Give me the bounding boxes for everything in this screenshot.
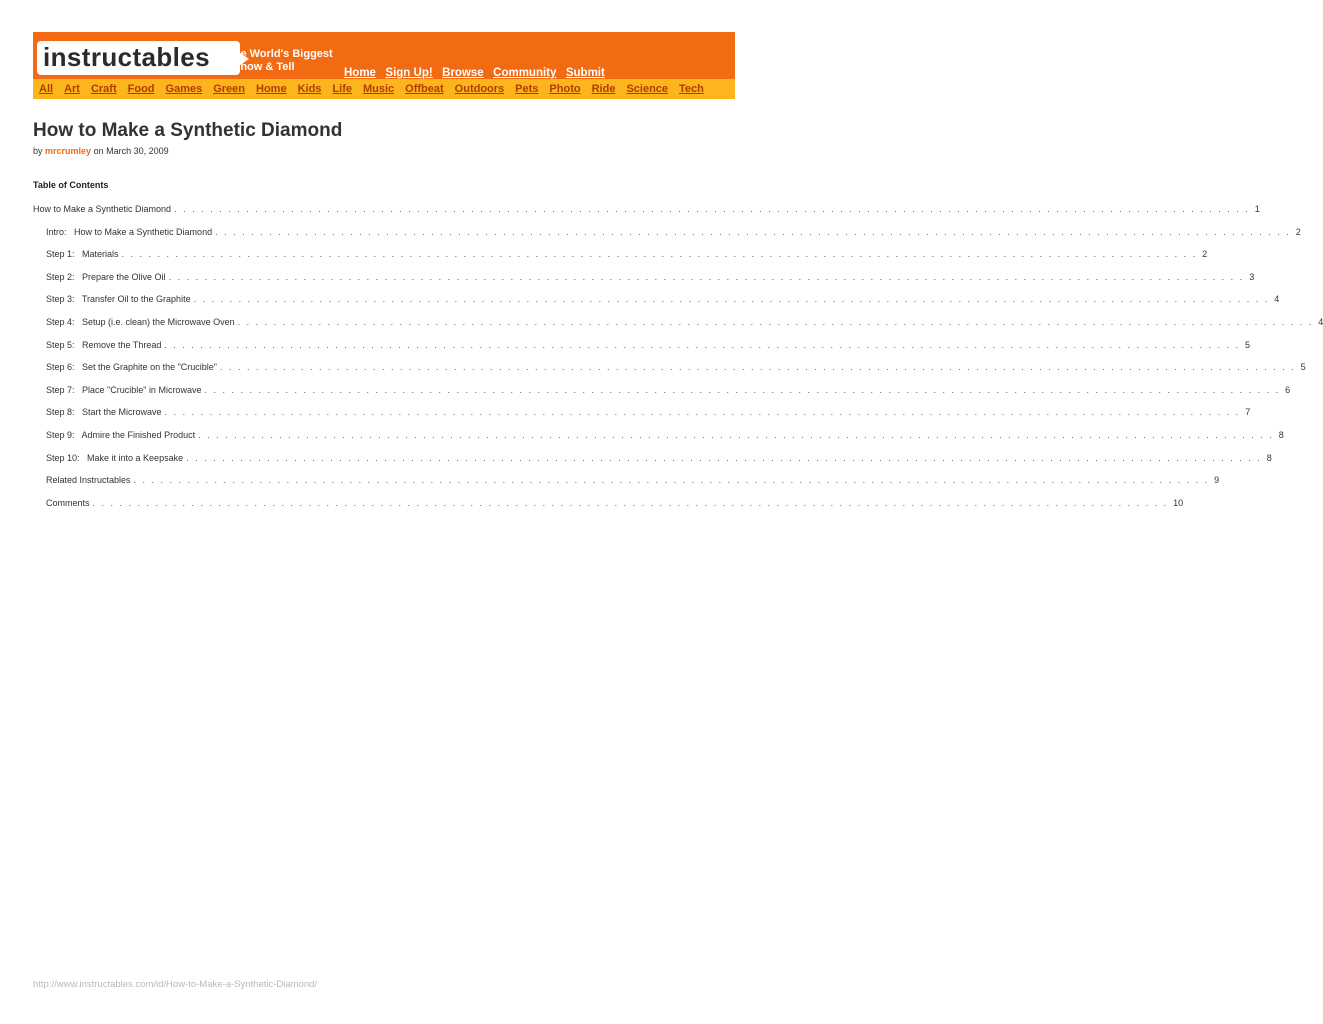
toc-leader-dots: . . . . . . . . . . . . . . . . . . . . . . . . . . . . . . . . . . . . . . . . . . . . . . . . . . . . . . . . . . . . . . . . . . . . . . . . . . . . . . . . . . . . . . . . . . . . . . . . . . . . . . . . . . . . . . . . . . . . . . . . (92, 497, 1169, 508)
instructables-logo[interactable] (37, 41, 240, 75)
toc-leader-dots: . . . . . . . . . . . . . . . . . . . . . . . . . . . . . . . . . . . . . . . . . . . . . . . . . . . . . . . . . . . . . . . . . . . . . . . . . . . . . . . . . . . . . . . . . . . . . . . . . . . . . . . . . . . . . . . . . . . . . . . . (198, 429, 1274, 440)
toc-entry-label: Step 9: Admire the Finished Product (46, 429, 196, 440)
category-link-pets[interactable]: Pets (515, 83, 539, 95)
toc-entry-label: How to Make a Synthetic Diamond (33, 204, 172, 214)
byline-by: by (33, 146, 43, 156)
category-link-art[interactable]: Art (64, 83, 80, 95)
toc-entry[interactable] (33, 407, 1251, 430)
toc-entry-label: Step 3: Transfer Oil to the Graphite (46, 294, 191, 305)
category-link-offbeat[interactable]: Offbeat (405, 83, 444, 95)
category-link-craft[interactable]: Craft (90, 83, 117, 95)
category-link-ride[interactable]: Ride (591, 83, 616, 95)
toc-leader-dots: . . . . . . . . . . . . . . . . . . . . . . . . . . . . . . . . . . . . . . . . . . . . . . . . . . . . . . . . . . . . . . . . . . . . . . . . . . . . . . . . . . . . . . . . . . . . . . . . . . . . . . . . . . . . . . . . . . . . . . . . (215, 226, 1291, 237)
toc-entry[interactable] (33, 249, 1208, 272)
toc-entry-page: 8 (1278, 429, 1284, 440)
toc-entry-page: 2 (1202, 249, 1208, 260)
toc-leader-dots: . . . . . . . . . . . . . . . . . . . . . . . . . . . . . . . . . . . . . . . . . . . . . . . . . . . . . . . . . . . . . . . . . . . . . . . . . . . . . . . . . . . . . . . . . . . . . . . . . . . . . . . . . . . . . . . . . . . . . . . . (220, 362, 1296, 373)
toc-entry[interactable] (33, 362, 1306, 385)
category-link-green[interactable]: Green (213, 83, 246, 95)
toc-entry-label: Step 6: Set the Graphite on the "Crucible" (46, 362, 217, 373)
tagline-line-2: Show & Tell (233, 61, 295, 73)
tagline (227, 48, 333, 74)
toc-entry-page: 4 (1318, 316, 1323, 327)
toc-entry-page: 5 (1300, 362, 1306, 373)
toc-leader-dots: . . . . . . . . . . . . . . . . . . . . . . . . . . . . . . . . . . . . . . . . . . . . . . . . . . . . . . . . . . . . . . . . . . . . . . . . . . . . . . . . . . . . . . . . . . . . . . . . . . . . . . . . . . . . . . . . . . . . . . . . (121, 249, 1198, 260)
toc-entry[interactable] (33, 204, 1260, 227)
toc-entry-page: 7 (1245, 407, 1251, 418)
toc-entry-label: Step 7: Place "Crucible" in Microwave (46, 384, 202, 395)
nav-submit-link[interactable]: Submit (565, 67, 605, 79)
nav-home-link[interactable]: Home (344, 67, 376, 79)
toc-entry[interactable] (33, 384, 1291, 408)
toc-entry[interactable] (33, 475, 1220, 498)
byline (33, 146, 169, 156)
toc-entry-page: 8 (1266, 452, 1272, 463)
toc-heading: Table of Contents (33, 180, 109, 190)
toc-entry[interactable] (33, 226, 1301, 250)
category-link-science[interactable]: Science (626, 83, 669, 95)
byline-date: on March 30, 2009 (93, 146, 169, 156)
category-link-life[interactable]: Life (332, 83, 352, 95)
category-link-outdoors[interactable]: Outdoors (454, 83, 505, 95)
toc-leader-dots: . . . . . . . . . . . . . . . . . . . . . . . . . . . . . . . . . . . . . . . . . . . . . . . . . . . . . . . . . . . . . . . . . . . . . . . . . . . . . . . . . . . . . . . . . . . . . . . . . . . . . . . . . . . . . . . . . . . . . . . . (186, 452, 1262, 463)
toc-leader-dots: . . . . . . . . . . . . . . . . . . . . . . . . . . . . . . . . . . . . . . . . . . . . . . . . . . . . . . . . . . . . . . . . . . . . . . . . . . . . . . . . . . . . . . . . . . . . . . . . . . . . . . . . . . . . . . . . . . . . . . . . (237, 316, 1314, 327)
logo-text: instructables (43, 42, 211, 72)
toc-entry-label: Comments (46, 497, 90, 508)
toc-entry-page: 2 (1295, 226, 1301, 237)
toc-entry[interactable] (33, 316, 1323, 340)
toc-leader-dots: . . . . . . . . . . . . . . . . . . . . . . . . . . . . . . . . . . . . . . . . . . . . . . . . . . . . . . . . . . . . . . . . . . . . . . . . . . . . . . . . . . . . . . . . . . . . . . . . . . . . . . . . . . . . . . . . . . . . . . . . (164, 407, 1241, 418)
toc-entry[interactable] (33, 429, 1284, 453)
toc-entry-page: 9 (1214, 475, 1220, 486)
category-link-music[interactable]: Music (362, 83, 395, 95)
toc-entry-label: Step 1: Materials (46, 249, 119, 260)
toc-entry-page: 3 (1249, 271, 1255, 282)
category-link-photo[interactable]: Photo (549, 83, 581, 95)
category-link-home[interactable]: Home (256, 83, 287, 95)
toc-entry-page: 4 (1274, 294, 1280, 305)
toc-leader-dots: . . . . . . . . . . . . . . . . . . . . . . . . . . . . . . . . . . . . . . . . . . . . . . . . . . . . . . . . . . . . . . . . . . . . . . . . . . . . . . . . . . . . . . . . . . . . . . . . . . . . . . . . . . . . . . . . . . . . . . . . (174, 204, 1250, 214)
document-title: How to Make a Synthetic Diamond (33, 120, 343, 141)
toc-leader-dots: . . . . . . . . . . . . . . . . . . . . . . . . . . . . . . . . . . . . . . . . . . . . . . . . . . . . . . . . . . . . . . . . . . . . . . . . . . . . . . . . . . . . . . . . . . . . . . . . . . . . . . . . . . . . . . . . . . . . . . . . (168, 271, 1245, 282)
toc-entry-label: Intro: How to Make a Synthetic Diamond (46, 226, 213, 237)
toc-entry-label: Related Instructables (46, 475, 131, 486)
toc-entry-label: Step 5: Remove the Thread (46, 339, 162, 350)
toc-entry-page: 1 (1254, 204, 1260, 214)
toc-entry-label: Step 4: Setup (i.e. clean) the Microwave Oven (46, 316, 235, 327)
nav-browse-link[interactable]: Browse (442, 67, 484, 79)
author-link[interactable]: mrcrumley (45, 146, 92, 156)
tagline-line-1: The World's Biggest (227, 48, 333, 60)
toc-entry[interactable] (33, 271, 1255, 295)
category-link-tech[interactable]: Tech (679, 83, 704, 95)
toc-entry-page: 10 (1173, 497, 1184, 508)
toc-leader-dots: . . . . . . . . . . . . . . . . . . . . . . . . . . . . . . . . . . . . . . . . . . . . . . . . . . . . . . . . . . . . . . . . . . . . . . . . . . . . . . . . . . . . . . . . . . . . . . . . . . . . . . . . . . . . . . . . . . . . . . . . (164, 339, 1241, 350)
category-link-games[interactable]: Games (165, 83, 203, 95)
category-link-kids[interactable]: Kids (297, 83, 322, 95)
toc-entry[interactable] (33, 497, 1184, 521)
site-header (33, 32, 735, 99)
category-bar (33, 79, 735, 99)
toc-leader-dots: . . . . . . . . . . . . . . . . . . . . . . . . . . . . . . . . . . . . . . . . . . . . . . . . . . . . . . . . . . . . . . . . . . . . . . . . . . . . . . . . . . . . . . . . . . . . . . . . . . . . . . . . . . . . . . . . . . . . . . . . (204, 384, 1281, 395)
category-link-all[interactable]: All (39, 83, 54, 95)
toc-entry[interactable] (33, 452, 1272, 476)
category-link-food[interactable]: Food (127, 83, 155, 95)
toc-entry-label: Step 10: Make it into a Keepsake (46, 452, 184, 463)
toc-entry-label: Step 8: Start the Microwave (46, 407, 162, 418)
toc-entry-page: 5 (1245, 339, 1251, 350)
toc-entry-page: 6 (1285, 384, 1291, 395)
toc-entry[interactable] (33, 339, 1251, 363)
toc-entry[interactable] (33, 294, 1280, 317)
footer-url[interactable]: http://www.instructables.com/id/How-to-Make-a-Synthetic-Diamond/ (33, 979, 318, 990)
toc-leader-dots: . . . . . . . . . . . . . . . . . . . . . . . . . . . . . . . . . . . . . . . . . . . . . . . . . . . . . . . . . . . . . . . . . . . . . . . . . . . . . . . . . . . . . . . . . . . . . . . . . . . . . . . . . . . . . . . . . . . . . . . . (193, 294, 1270, 305)
toc-leader-dots: . . . . . . . . . . . . . . . . . . . . . . . . . . . . . . . . . . . . . . . . . . . . . . . . . . . . . . . . . . . . . . . . . . . . . . . . . . . . . . . . . . . . . . . . . . . . . . . . . . . . . . . . . . . . . . . . . . . . . . . . (133, 475, 1210, 486)
nav-signup-link[interactable]: Sign Up! (385, 67, 433, 79)
nav-community-link[interactable]: Community (493, 67, 557, 79)
toc-entry-label: Step 2: Prepare the Olive Oil (46, 271, 166, 282)
table-of-contents (33, 204, 1323, 520)
